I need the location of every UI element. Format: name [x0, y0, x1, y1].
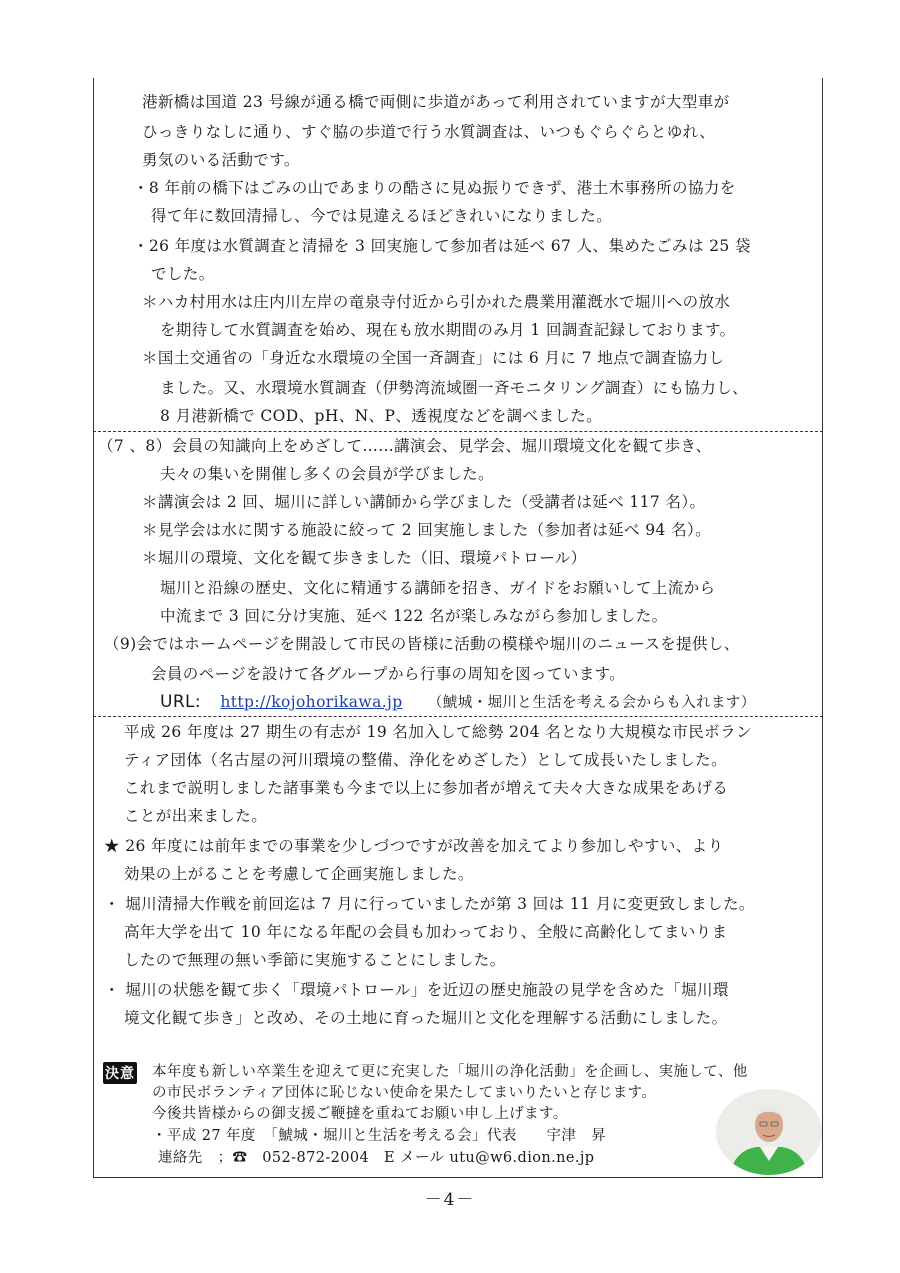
text-line: ＊見学会は水に関する施設に絞って 2 回実施しました（参加者は延べ 94 名）。: [142, 521, 712, 539]
text-line: ・ 堀川の状態を観て歩く「環境パトロール」を近辺の歴史施設の見学を含めた「堀川環: [104, 981, 729, 999]
text-line: の市民ボランティア団体に恥じない使命を果たしてまいりたいと存じます。: [152, 1085, 657, 1101]
text-line: ・ 堀川清掃大作戦を前回迄は 7 月に行っていましたが第 3 回は 11 月に変更致しました。: [104, 895, 755, 913]
text-line: ・26 年度は水質調査と清掃を 3 回実施して参加者は延べ 67 人、集めたごみは 25 袋: [133, 237, 751, 255]
text-line: 平成 26 年度は 27 期生の有志が 19 名加入して総勢 204 名となり大規模な市民ボラン: [124, 723, 752, 741]
text-line: 得て年に数回清掃し、今では見違えるほどきれいになりました。: [151, 207, 613, 225]
text-line: 会員のページを設けて各グループから行事の周知を図っています。: [151, 665, 626, 683]
text-line: 夫々の集いを開催し多くの会員が学びました。: [160, 465, 494, 483]
resolution-badge: 決意: [103, 1062, 137, 1084]
text-line: ました。又、水環境水質調査（伊勢湾流域圏一斉モニタリング調査）にも協力し、: [160, 379, 748, 397]
text-line: ＊堀川の環境、文化を観て歩きました（旧、環境パトロール）: [142, 549, 587, 567]
page-number: －4－: [424, 1190, 476, 1210]
text-line: 今後共皆様からの御支援ご鞭撻を重ねてお願い申し上げます。: [152, 1106, 568, 1122]
text-line: ティア団体（名古屋の河川環境の整備、浄化をめざした）として成長いたしました。: [124, 751, 727, 769]
text-line: ★ 26 年度には前年までの事業を少しづつですが改善を加えてより参加しやすい、より: [104, 837, 724, 855]
text-line: 本年度も新しい卒業生を迎えて更に充実した「堀川の浄化活動」を企画し、実施して、他: [152, 1064, 748, 1080]
text-line: （9)会ではホームページを開設して市民の皆様に活動の模様や堀川のニュースを提供し、: [104, 635, 740, 653]
text-line: ひっきりなしに通り、すぐ脇の歩道で行う水質調査は、いつもぐらぐらとゆれ、: [142, 123, 716, 141]
text-line: ＊ハカ村用水は庄内川左岸の竜泉寺付近から引かれた農業用灌漑水で堀川への放水: [142, 293, 731, 311]
representative-photo: [716, 1089, 822, 1175]
text-line: ・8 年前の橋下はごみの山であまりの酷さに見ぬ振りできず、港土木事務所の協力を: [133, 179, 736, 197]
text-line: ＊国土交通省の「身近な水環境の全国一斉調査」には 6 月に 7 地点で調査協力し: [142, 349, 725, 367]
text-line: 勇気のいる活動です。: [142, 151, 300, 169]
text-line: ことが出来ました。: [124, 807, 268, 825]
text-line: でした。: [151, 265, 215, 283]
url-row: [160, 692, 756, 713]
text-line: したので無理の無い季節に実施することにしました。: [124, 951, 506, 969]
url-label: URL:: [160, 692, 202, 712]
homepage-link[interactable]: http://kojohorikawa.jp: [220, 693, 403, 711]
person-portrait-icon: [716, 1089, 822, 1175]
section-divider-2: [93, 716, 823, 717]
text-line: これまで説明しました諸事業も今まで以上に参加者が増えて夫々大きな成果をあげる: [124, 779, 729, 797]
text-line: ＊講演会は 2 回、堀川に詳しい講師から学びました（受講者は延べ 117 名）。: [142, 493, 706, 511]
text-line: 中流まで 3 回に分け実施、延べ 122 名が楽しみながら参加しました。: [160, 607, 668, 625]
text-line: 8 月港新橋で COD、pH、N、P、透視度などを調べました。: [160, 407, 603, 425]
text-line: を期待して水質調査を始め、現在も放水期間のみ月 1 回調査記録しております。: [160, 321, 736, 339]
text-line: 堀川と沿線の歴史、文化に精通する講師を招き、ガイドをお願いして上流から: [160, 579, 716, 597]
text-line: 港新橋は国道 23 号線が通る橋で両側に歩道があって利用されていますが大型車が: [142, 93, 730, 111]
url-note: （鯱城・堀川と生活を考える会からも入れます）: [427, 695, 756, 711]
text-line: ・平成 27 年度 「鯱城・堀川と生活を考える会」代表 宇津 昇: [152, 1128, 607, 1144]
section-divider-1: [93, 431, 823, 432]
text-line: 高年大学を出て 10 年になる年配の会員も加わっており、全般に高齢化してまいりま: [124, 923, 728, 941]
text-line: 効果の上がることを考慮して企画実施しました。: [124, 865, 474, 883]
contact-line: 連絡先 ；☎ 052-872-2004 E メール utu@w6.dion.ne.jp: [158, 1150, 595, 1166]
text-line: （7 、8）会員の知識向上をめざして……講演会、見学会、堀川環境文化を観て歩き、: [98, 437, 712, 455]
text-line: 境文化観て歩き」と改め、その土地に育った堀川と文化を理解する活動にしました。: [124, 1009, 728, 1027]
